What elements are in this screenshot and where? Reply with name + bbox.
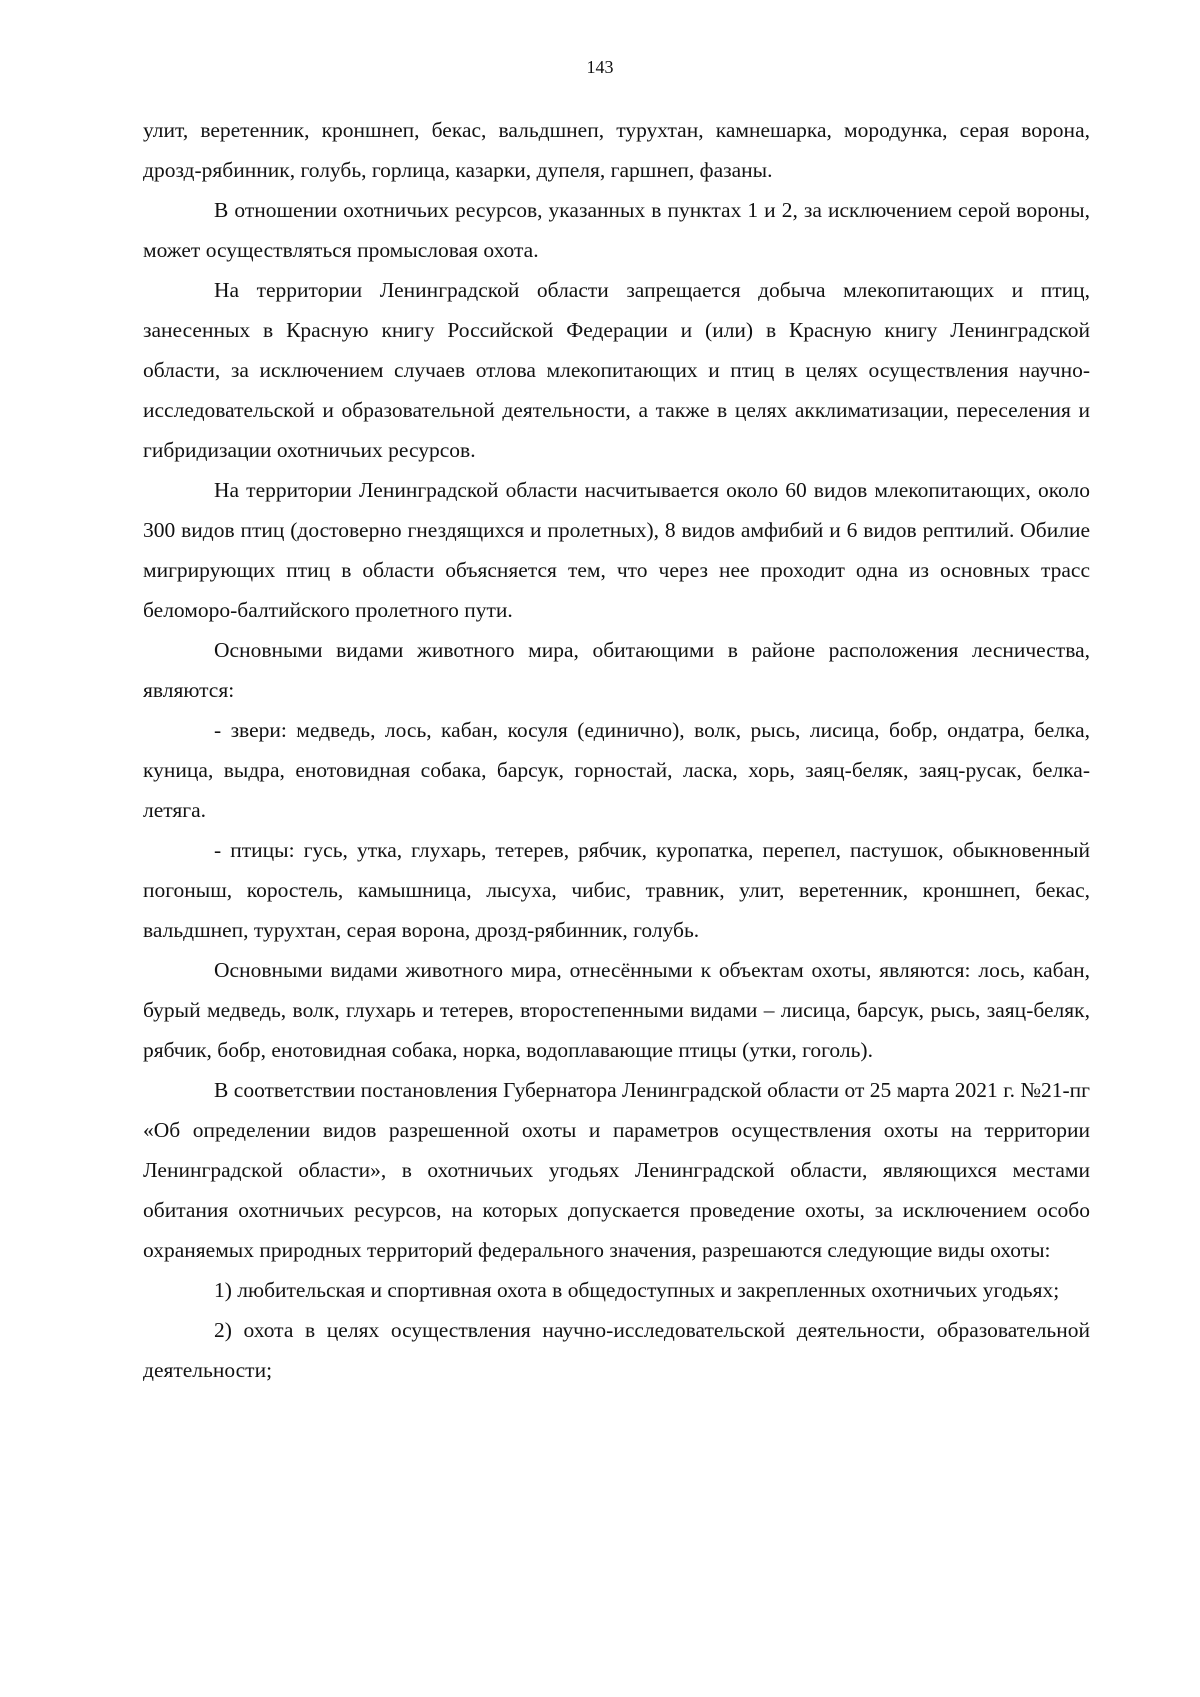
paragraph-mammals-list: - звери: медведь, лось, кабан, косуля (единично), волк, рысь, лисица, бобр, ондатра, белка, куница, выдра, енотовидная собака, барсук, горностай, ласка, хорь, заяц-беляк, заяц-русак, белка-летяга. [143,718,1090,822]
paragraph-main-species-intro: Основными видами животного мира, обитающими в районе расположения лесничества, являются: [143,638,1090,702]
paragraph-species-count: На территории Ленинградской области насчитывается около 60 видов млекопитающих, около 300 видов птиц (достоверно гнездящихся и пролетных), 8 видов амфибий и 6 видов рептилий. Обилие мигрирующих птиц в области объясняется тем, что через нее проходит одна из основных трасс беломоро-балтийского пролетного пути. [143,478,1090,622]
paragraph-birds-list: - птицы: гусь, утка, глухарь, тетерев, рябчик, куропатка, перепел, пастушок, обыкновенный погоныш, коростель, камышница, лысуха, чибис, травник, улит, веретенник, кроншнеп, бекас, вальдшнеп, турухтан, серая ворона, дрозд-рябинник, голубь. [143,838,1090,942]
paragraph-red-book-prohibition: На территории Ленинградской области запрещается добыча млекопитающих и птиц, занесенных в Красную книгу Российской Федерации и (или) в Красную книгу Ленинградской области, за исключением случаев отлова млекопитающих и птиц в целях осуществления научно-исследовательской и образовательной деятельности, а также в целях акклиматизации, переселения и гибридизации охотничьих ресурсов. [143,278,1090,462]
paragraph-commercial-hunting: В отношении охотничьих ресурсов, указанных в пунктах 1 и 2, за исключением серой вороны, может осуществляться промысловая охота. [143,198,1090,262]
paragraph-governor-decree: В соответствии постановления Губернатора Ленинградской области от 25 марта 2021 г. №21-пг «Об определении видов разрешенной охоты и параметров осуществления охоты на территории Ленинградской области», в охотничьих угодьях Ленинградской области, являющихся местами обитания охотничьих ресурсов, на которых допускается проведение охоты, за исключением особо охраняемых природных территорий федерального значения, разрешаются следующие виды охоты: [143,1078,1090,1262]
page-number: 143 [586,57,614,77]
document-body [143,110,1090,1390]
paragraph-hunting-type-1: 1) любительская и спортивная охота в общедоступных и закрепленных охотничьих угодьях; [214,1278,1060,1302]
paragraph-game-species: Основными видами животного мира, отнесёнными к объектам охоты, являются: лось, кабан, бурый медведь, волк, глухарь и тетерев, второстепенными видами – лисица, барсук, рысь, заяц-беляк, рябчик, бобр, енотовидная собака, норка, водоплавающие птицы (утки, гоголь). [143,958,1090,1062]
paragraph-hunting-type-2: 2) охота в целях осуществления научно-исследовательской деятельности, образовательной деятельности; [143,1318,1090,1382]
paragraph-birds-list-continued: улит, веретенник, кроншнеп, бекас, вальдшнеп, турухтан, камнешарка, мородунка, серая ворона, дрозд-рябинник, голубь, горлица, казарки, дупеля, гаршнеп, фазаны. [143,118,1090,182]
